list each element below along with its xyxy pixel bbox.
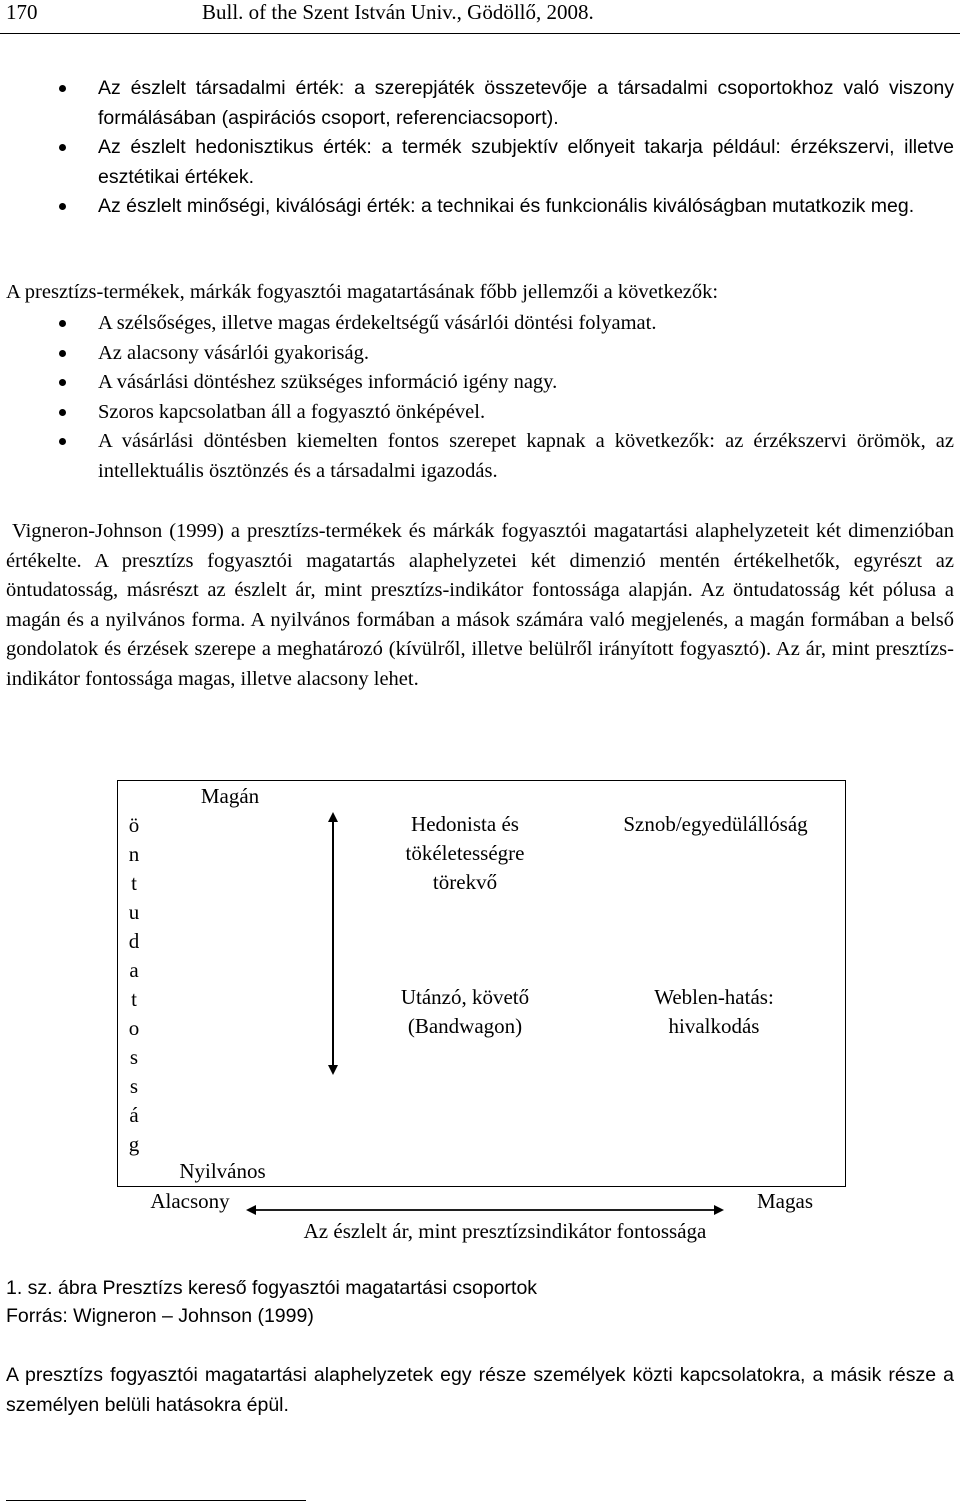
- axis-letter: ö: [128, 813, 140, 837]
- list-item: Az alacsony vásárlói gyakoriság.: [0, 339, 960, 369]
- axis-letter: s: [129, 1074, 139, 1098]
- price-low-label: Alacsony: [150, 1189, 230, 1213]
- footnote-rule: [6, 1500, 306, 1501]
- figure-source: Forrás: Wigneron – Johnson (1999): [6, 1305, 314, 1327]
- price-axis-title: Az észlelt ár, mint presztízsindikátor fontossága: [303, 1219, 707, 1243]
- axis-letter: n: [128, 842, 140, 866]
- list-item: A vásárlási döntésben kiemelten fontos szerepet kapnak a következők: az érzékszervi örömök, az intellektuális ösztönzés és a társadalmi igazodás.: [0, 427, 960, 486]
- list-item: Szoros kapcsolatban áll a fogyasztó önképével.: [0, 398, 960, 428]
- list-item: Az észlelt hedonisztikus érték: a termék szubjektív előnyeit takarja például: érzékszervi, illetve esztétikai értékek.: [0, 133, 960, 192]
- axis-letter: g: [128, 1132, 140, 1156]
- axis-letter: u: [128, 900, 140, 924]
- list-item: A szélsőséges, illetve magas érdekeltségű vásárlói döntési folyamat.: [0, 309, 960, 339]
- public-pole-label: Nyilvános: [179, 1159, 266, 1183]
- axis-letter: a: [129, 958, 139, 982]
- page-number: 170: [6, 0, 38, 24]
- list-item: Az észlelt minőségi, kiválósági érték: a technikai és funkcionális kiválóságban mutatkozik meg.: [0, 192, 960, 222]
- quadrant-snob: Sznob/egyedülállóság: [623, 812, 808, 836]
- list-item: Az észlelt társadalmi érték: a szerepjáték összetevője a társadalmi csoportokhoz való viszony formálásában (aspirációs csoport, referenciacsoport).: [0, 74, 960, 133]
- quadrant-hedonist: Hedonista és tökéletességre törekvő: [405, 812, 525, 894]
- axis-letter: s: [129, 1045, 139, 1069]
- axis-letter: o: [128, 1016, 140, 1040]
- characteristics-intro: A presztízs-termékek, márkák fogyasztói magatartásának főbb jellemzői a következők:: [6, 281, 719, 303]
- axis-letter: d: [128, 929, 140, 953]
- quadrant-bandwagon: Utánzó, követő (Bandwagon): [400, 985, 530, 1038]
- price-high-label: Magas: [757, 1189, 813, 1213]
- quadrant-veblen: Weblen-hatás: hivalkodás: [654, 985, 774, 1038]
- running-title: Bull. of the Szent István Univ., Gödöllő, 2008.: [202, 0, 594, 24]
- axis-letter: t: [131, 871, 137, 895]
- axis-letter: t: [131, 987, 137, 1011]
- list-item: A vásárlási döntéshez szükséges információ igény nagy.: [0, 368, 960, 398]
- figure-caption: 1. sz. ábra Presztízs kereső fogyasztói magatartási csoportok: [6, 1277, 538, 1299]
- closing-paragraph: A presztízs fogyasztói magatartási alaphelyzetek egy része személyek közti kapcsolatokra, a másik része a személyen belüli hatásokra épül.: [6, 1364, 954, 1416]
- body-paragraph: Vigneron-Johnson (1999) a presztízs-termékek és márkák fogyasztói magatartási alaphelyzeteit két dimenzióban értékelte. A presztízs fogyasztói magatartás alaphelyzetei két dimenzió mentén értékelhetők, egyrészt az öntudatosság, másrészt az észlelt ár, mint presztízs-indikátor fontossága alapján. Az öntudatosság két pólusa a magán és a nyilvános forma. A nyilvános formában a mások számára való megjelenés, a magán formában a belső gondolatok és érzések szerepe a meghatározó (kívülről, illetve belülről irányított fogyasztó). Az ár, mint presztízs-indikátor fontossága magas, illetve alacsony lehet.: [6, 520, 954, 690]
- axis-letter: á: [129, 1103, 139, 1127]
- private-pole-label: Magán: [200, 784, 260, 808]
